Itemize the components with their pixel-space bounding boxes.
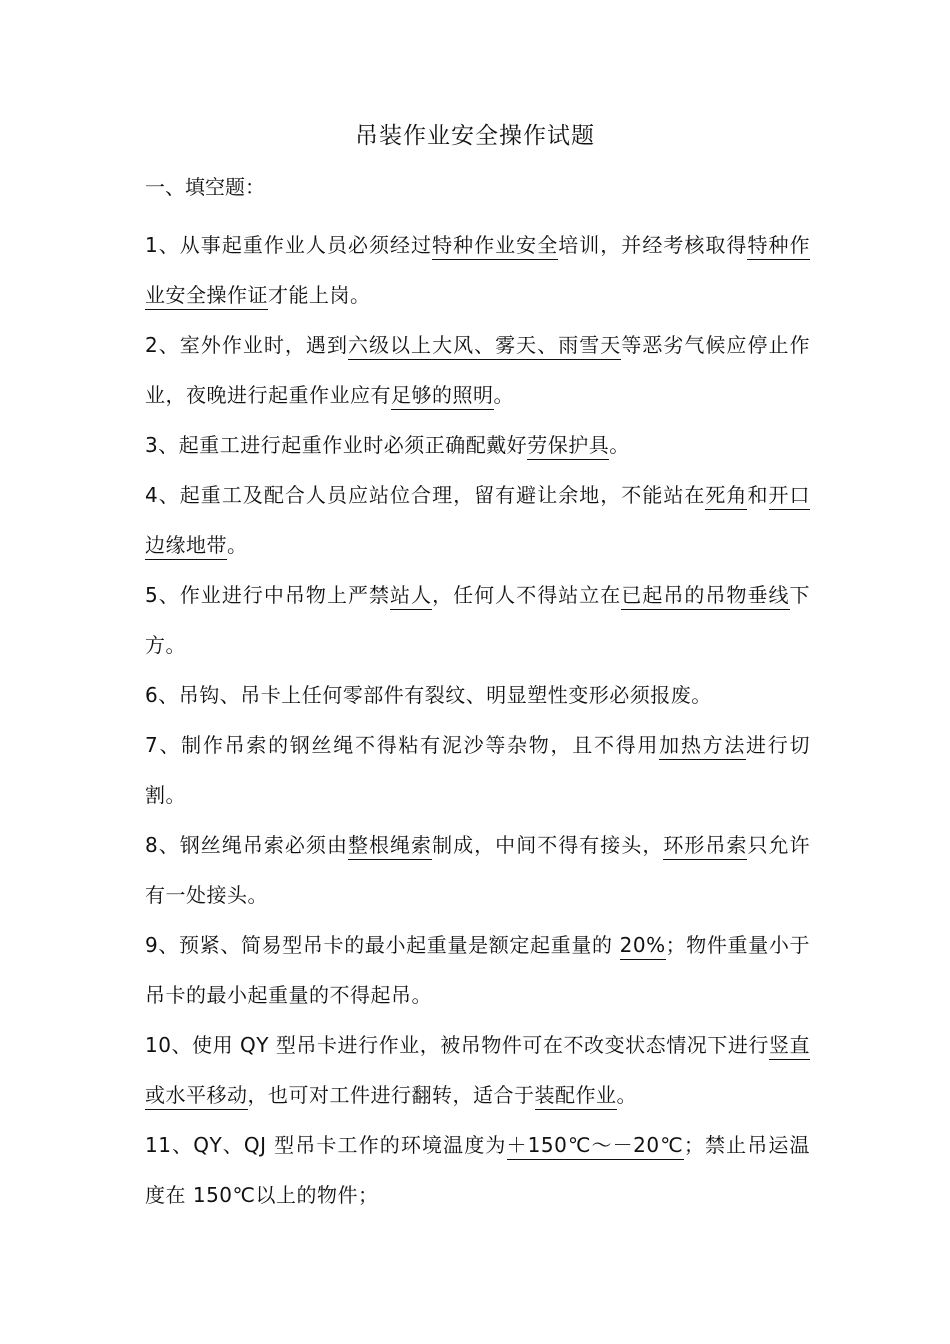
answer-blank: 整根绳索 — [348, 833, 432, 860]
answer-blank: 已起吊的吊物垂线 — [621, 583, 789, 610]
question-item — [145, 320, 810, 420]
question-list — [145, 220, 810, 1220]
question-item — [145, 920, 810, 1020]
answer-blank: 开口边缘地带 — [145, 483, 810, 560]
question-text: 6、吊钩、吊卡上任何零部件有裂纹、明显塑性变形必须报废。 — [145, 683, 712, 707]
question-text: 等恶劣气候应停止作业，夜晚进行起重作业应有 — [145, 333, 811, 407]
answer-blank: 劳保护具 — [527, 433, 609, 460]
question-text: 。 — [227, 533, 248, 557]
question-text: 培训，并经考核取得 — [558, 233, 748, 257]
question-text: 和 — [747, 483, 769, 507]
answer-blank: 装配作业 — [535, 1083, 617, 1110]
question-item — [145, 470, 810, 570]
answer-blank: 加热方法 — [659, 733, 746, 760]
answer-blank: ＋150℃～－20℃ — [507, 1133, 684, 1160]
question-item — [145, 670, 810, 720]
section-heading: 一、填空题： — [145, 175, 265, 199]
answer-blank: 20% — [620, 933, 666, 960]
answer-blank: 竖直或水平移动 — [145, 1033, 810, 1110]
question-text: 。 — [493, 383, 514, 407]
document-body — [145, 170, 810, 1220]
question-text: ，任何人不得站立在 — [432, 583, 622, 607]
question-text: ；禁止吊运温度在 150℃以上的物件； — [145, 1133, 811, 1207]
question-item — [145, 570, 810, 670]
answer-blank: 死角 — [705, 483, 747, 510]
page-title: 吊装作业安全操作试题 — [355, 123, 595, 149]
question-text: 进行切割。 — [145, 733, 810, 807]
question-text: 。 — [616, 1083, 637, 1107]
question-text: 只允许有一处接头。 — [145, 833, 811, 907]
answer-blank: 特种作业安全操作证 — [145, 233, 810, 310]
question-text: ；物件重量小于吊卡的最小起重量的不得起吊。 — [145, 933, 810, 1007]
answer-blank: 足够的照明 — [391, 383, 494, 410]
question-text: 才能上岗。 — [268, 283, 371, 307]
question-text: 1、从事起重作业人员必须经过 — [145, 233, 433, 257]
question-text: 3、起重工进行起重作业时必须正确配戴好 — [145, 433, 528, 457]
question-text: ，也可对工件进行翻转，适合于 — [247, 1083, 535, 1107]
answer-blank: 特种作业安全 — [432, 233, 558, 260]
question-text: 9、预紧、简易型吊卡的最小起重量是额定起重量的 — [145, 933, 620, 957]
question-item — [145, 220, 810, 320]
question-text: 4、起重工及配合人员应站位合理，留有避让余地，不能站在 — [145, 483, 706, 507]
question-item — [145, 1020, 810, 1120]
question-text: 2、室外作业时，遇到 — [145, 333, 348, 357]
question-text: 5、作业进行中吊物上严禁 — [145, 583, 391, 607]
question-text: 7、制作吊索的钢丝绳不得粘有泥沙等杂物，且不得用 — [145, 733, 660, 757]
question-item — [145, 420, 810, 470]
question-text: 8、钢丝绳吊索必须由 — [145, 833, 348, 857]
question-item — [145, 720, 810, 820]
question-text: 。 — [609, 433, 630, 457]
answer-blank: 站人 — [390, 583, 432, 610]
question-text: 11、QY、QJ 型吊卡工作的环境温度为 — [145, 1133, 507, 1157]
question-text: 下方。 — [145, 583, 811, 657]
question-text: 10、使用 QY 型吊卡进行作业，被吊物件可在不改变状态情况下进行 — [145, 1033, 769, 1057]
question-item — [145, 1120, 810, 1220]
question-item — [145, 820, 810, 920]
answer-blank: 六级以上大风、雾天、雨雪天 — [348, 333, 621, 360]
question-text: 制成，中间不得有接头， — [432, 833, 664, 857]
answer-blank: 环形吊索 — [663, 833, 747, 860]
